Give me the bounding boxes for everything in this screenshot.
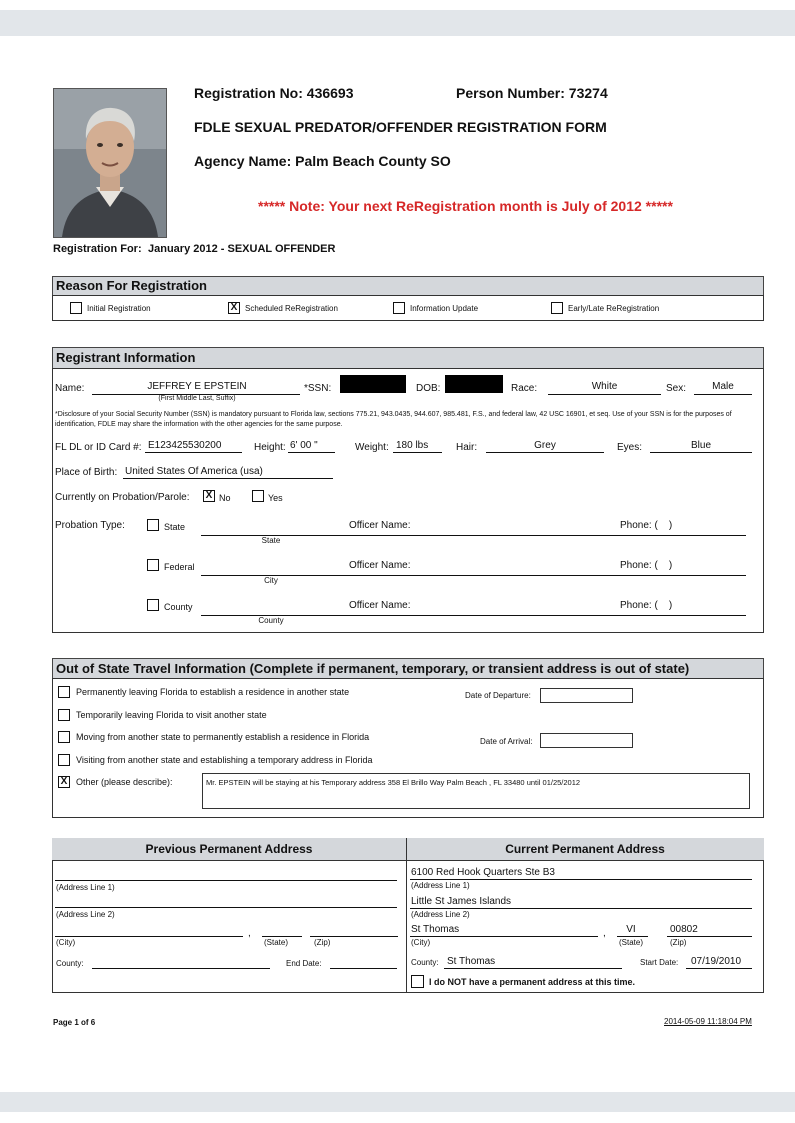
prev-addr1-label: (Address Line 1) — [56, 883, 115, 892]
travel-permanent-leave-label: Permanently leaving Florida to establish a residence in another state — [76, 687, 350, 697]
registrant-photo — [53, 88, 167, 238]
prev-addr2-line — [55, 907, 397, 908]
probation-state-checkbox[interactable] — [147, 519, 159, 531]
probation-no-label: No — [219, 493, 231, 503]
place-of-birth-value: United States Of America (usa) — [125, 466, 263, 477]
current-addr2-value: Little St James Islands — [411, 896, 512, 907]
hair-label: Hair: — [456, 442, 478, 453]
information-update-checkbox[interactable] — [393, 302, 405, 314]
probation-state-phone: Phone: ( ) — [620, 520, 673, 531]
weight-underline — [393, 452, 442, 453]
prev-city-line — [55, 936, 243, 937]
height-label: Height: — [254, 442, 286, 453]
dl-underline — [145, 452, 242, 453]
scan-bottom-edge — [0, 1092, 795, 1112]
current-state-label: (State) — [619, 938, 644, 947]
probation-state-label: State — [164, 522, 186, 532]
probation-county-checkbox[interactable] — [147, 599, 159, 611]
current-addr1-label: (Address Line 1) — [411, 881, 470, 890]
height-value: 6' 00 " — [290, 440, 318, 451]
current-city-comma: , — [603, 928, 606, 939]
print-timestamp: 2014-05-09 11:18:04 PM — [664, 1017, 752, 1026]
race-underline — [548, 394, 661, 395]
current-zip-label: (Zip) — [670, 938, 687, 947]
current-city-label: (City) — [411, 938, 431, 947]
sex-value: Male — [712, 381, 734, 392]
current-addr1-line — [410, 879, 752, 880]
departure-date-label: Date of Departure: — [465, 691, 531, 700]
dl-value: E123425530200 — [148, 440, 222, 451]
prev-addr2-label: (Address Line 2) — [56, 910, 115, 919]
dob-label: DOB: — [416, 383, 441, 394]
current-city-value: St Thomas — [411, 924, 460, 935]
probation-federal-phone: Phone: ( ) — [620, 560, 673, 571]
probation-federal-sub: City — [264, 576, 278, 585]
travel-other-checkbox[interactable]: X — [58, 776, 70, 788]
place-of-birth-underline — [123, 478, 333, 479]
probation-county-officer: Officer Name: — [349, 600, 411, 611]
eyes-value: Blue — [690, 440, 711, 451]
probation-no-checkbox[interactable]: X — [203, 490, 215, 502]
eyes-underline — [650, 452, 752, 453]
prev-state-line — [262, 936, 302, 937]
no-permanent-address-checkbox[interactable] — [411, 975, 424, 988]
prev-city-comma: , — [248, 928, 251, 939]
current-address-title: Current Permanent Address — [505, 842, 665, 856]
probation-yes-checkbox[interactable] — [252, 490, 264, 502]
travel-visiting-checkbox[interactable] — [58, 754, 70, 766]
form-title: FDLE SEXUAL PREDATOR/OFFENDER REGISTRATION FORM — [194, 119, 607, 135]
probation-type-label: Probation Type: — [55, 520, 125, 531]
race-value: White — [591, 381, 618, 392]
travel-moving-in-label: Moving from another state to permanently establish a residence in Florida — [76, 732, 370, 742]
address-divider — [406, 838, 407, 993]
travel-temporary-leave-label: Temporarily leaving Florida to visit another state — [76, 710, 267, 720]
reregistration-note: ***** Note: Your next ReRegistration month is July of 2012 ***** — [258, 198, 673, 214]
current-city-line — [410, 936, 598, 937]
current-start-date-label: Start Date: — [640, 958, 679, 967]
scheduled-reregistration-checkbox[interactable]: X — [228, 302, 240, 314]
page-number: Page 1 of 6 — [53, 1018, 96, 1027]
scan-top-edge — [0, 10, 795, 36]
dob-redaction — [445, 375, 503, 393]
current-county-value: St Thomas — [447, 956, 496, 967]
early-late-reregistration-checkbox[interactable] — [551, 302, 563, 314]
travel-moving-in-checkbox[interactable] — [58, 731, 70, 743]
current-addr2-label: (Address Line 2) — [411, 910, 470, 919]
dl-label: FL DL or ID Card #: — [55, 442, 142, 453]
other-description-text: Mr. EPSTEIN will be staying at his Temporary address 358 El Brillo Way Palm Beach , FL 33480 until 01/25/2012 — [206, 778, 581, 787]
registration-number: Registration No: 436693 — [194, 85, 354, 101]
prev-county-line — [92, 968, 270, 969]
probation-county-phone: Phone: ( ) — [620, 600, 673, 611]
current-addr2-line — [410, 908, 752, 909]
initial-registration-checkbox[interactable] — [70, 302, 82, 314]
travel-other-label: Other (please describe): — [76, 777, 173, 787]
current-county-label: County: — [411, 958, 439, 967]
arrival-date-field[interactable] — [540, 733, 633, 748]
ssn-redaction — [340, 375, 406, 393]
scheduled-reregistration-label: Scheduled ReRegistration — [245, 304, 338, 313]
probation-federal-officer: Officer Name: — [349, 560, 411, 571]
weight-label: Weight: — [355, 442, 389, 453]
other-description-field[interactable] — [202, 773, 750, 809]
current-county-line — [444, 968, 622, 969]
prev-zip-line — [310, 936, 398, 937]
name-hint: (First Middle Last, Suffix) — [158, 395, 236, 402]
current-start-date-value: 07/19/2010 — [691, 956, 742, 967]
prev-end-date-line — [330, 968, 397, 969]
probation-yes-label: Yes — [268, 493, 283, 503]
probation-label: Currently on Probation/Parole: — [55, 492, 190, 503]
hair-underline — [486, 452, 604, 453]
current-state-value: VI — [626, 924, 636, 935]
probation-county-label: County — [164, 602, 193, 612]
probation-state-sub: State — [261, 536, 281, 545]
eyes-label: Eyes: — [617, 442, 643, 453]
prev-city-label: (City) — [56, 938, 76, 947]
probation-county-sub: County — [258, 616, 284, 625]
race-label: Race: — [511, 383, 538, 394]
agency-name: Agency Name: Palm Beach County SO — [194, 153, 451, 169]
prev-end-date-label: End Date: — [286, 959, 322, 968]
prev-state-label: (State) — [264, 938, 289, 947]
previous-address-title: Previous Permanent Address — [145, 842, 313, 856]
current-zip-value: 00802 — [670, 924, 698, 935]
travel-visiting-label: Visiting from another state and establishing a temporary address in Florida — [76, 755, 373, 765]
prev-zip-label: (Zip) — [314, 938, 331, 947]
probation-federal-checkbox[interactable] — [147, 559, 159, 571]
place-of-birth-label: Place of Birth: — [55, 467, 118, 478]
ssn-label: *SSN: — [304, 383, 332, 394]
height-underline — [288, 452, 335, 453]
name-value: JEFFREY E EPSTEIN — [147, 381, 247, 392]
arrival-date-label: Date of Arrival: — [480, 737, 533, 746]
address-box — [52, 838, 764, 993]
departure-date-field[interactable] — [540, 688, 633, 703]
current-state-line — [617, 936, 648, 937]
travel-temporary-leave-checkbox[interactable] — [58, 709, 70, 721]
information-update-label: Information Update — [410, 304, 479, 313]
early-late-reregistration-label: Early/Late ReRegistration — [568, 304, 660, 313]
name-label: Name: — [55, 383, 85, 394]
registrant-section-header: Registrant Information — [52, 347, 764, 369]
weight-value: 180 lbs — [396, 440, 429, 451]
person-number: Person Number: 73274 — [456, 85, 608, 101]
sex-label: Sex: — [666, 383, 687, 394]
travel-section-header: Out of State Travel Information (Complete if permanent, temporary, or transient address is out of state) — [52, 658, 764, 679]
travel-permanent-leave-checkbox[interactable] — [58, 686, 70, 698]
current-start-date-line — [686, 968, 752, 969]
prev-addr1-line — [55, 880, 397, 881]
initial-registration-label: Initial Registration — [87, 304, 151, 313]
current-addr1-value: 6100 Red Hook Quarters Ste B3 — [411, 867, 555, 878]
prev-county-label: County: — [56, 959, 84, 968]
registration-for-label: Registration For: — [53, 243, 142, 255]
current-zip-line — [667, 936, 752, 937]
reason-section-header: Reason For Registration — [52, 276, 764, 296]
hair-value: Grey — [534, 440, 556, 451]
sex-underline — [694, 394, 752, 395]
probation-state-officer: Officer Name: — [349, 520, 411, 531]
probation-federal-label: Federal — [164, 562, 195, 572]
registration-for-value: January 2012 - SEXUAL OFFENDER — [148, 243, 336, 255]
ssn-disclosure: *Disclosure of your Social Security Number (SSN) is mandatory pursuant to Florida law, sections 775.21, 943.0435, 944.607, 985.481, F.S., and federal law, 42 USC 16901, et seq. Use of your SSN is for the purposes of identification, FDLE may share the information with the other agencies for the same purpose. — [55, 411, 732, 428]
no-permanent-address-label: I do NOT have a permanent address at this time. — [429, 977, 636, 987]
